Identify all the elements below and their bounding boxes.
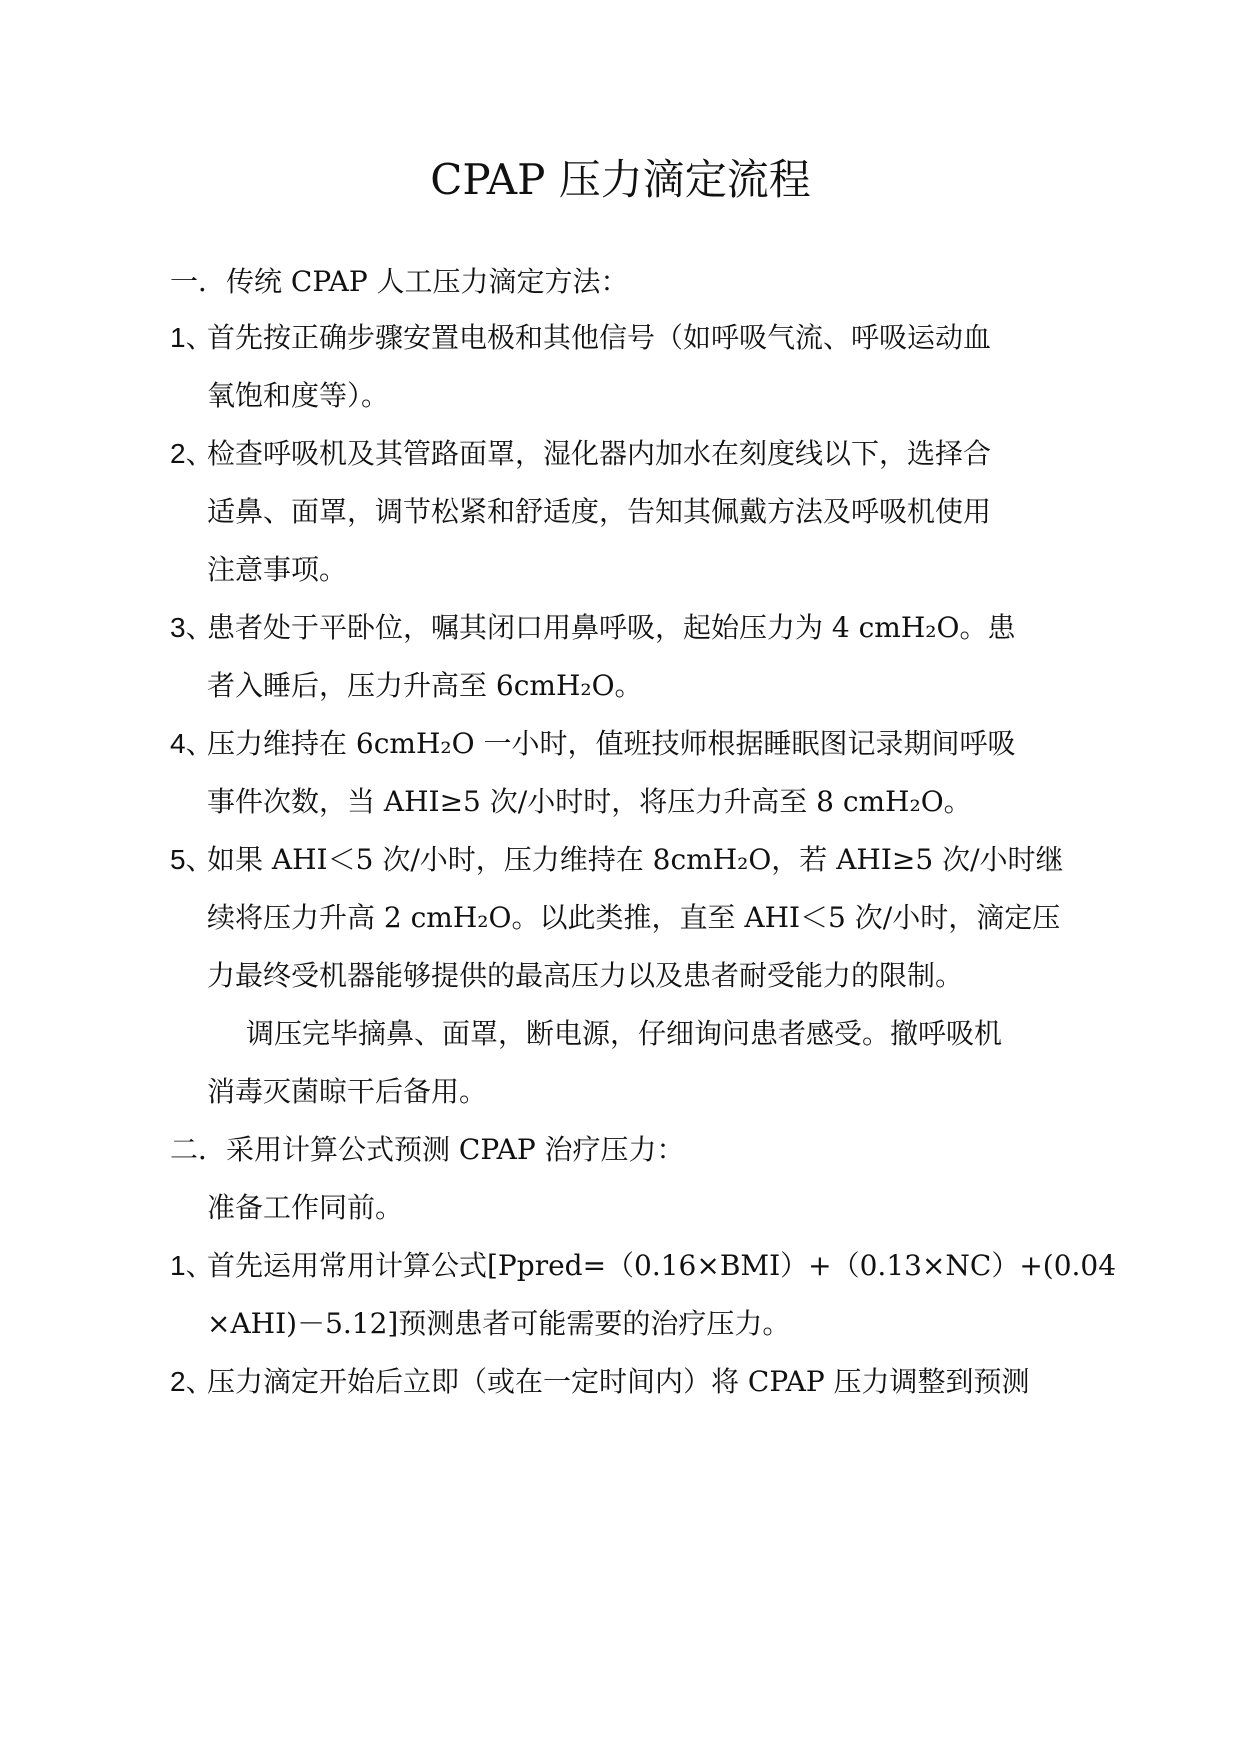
item-text-line: 适鼻、面罩，调节松紧和舒适度，告知其佩戴方法及呼吸机使用 [207,495,992,528]
closing-text-line: 消毒灭菌晾干后备用。 [207,1075,488,1108]
item-text-line: 首先运用常用计算公式[Ppred=（0.16×BMI）+（0.13×NC）+(0.04 [207,1249,1117,1282]
item-number: 2、 [170,438,214,469]
item-text-line: 注意事项。 [207,553,348,586]
item-number: 5、 [170,844,214,875]
item-text-line: 如果 AHI＜5 次/小时，压力维持在 8cmH₂O，若 AHI≥5 次/小时继 [207,843,1064,876]
item-text-line: 力最终受机器能够提供的最高压力以及患者耐受能力的限制。 [207,959,964,992]
item-number: 1、 [170,322,214,353]
item-number: 3、 [170,612,214,643]
item-text-line: 续将压力升高 2 cmH₂O。以此类推，直至 AHI＜5 次/小时，滴定压 [207,901,1061,934]
section-heading-1: 一．传统 CPAP 人工压力滴定方法： [170,265,629,298]
item-text-line: ×AHI)－5.12]预测患者可能需要的治疗压力。 [207,1307,791,1340]
item-text-line: 患者处于平卧位，嘱其闭口用鼻呼吸，起始压力为 4 cmH₂O。患 [207,611,1016,644]
item-number: 4、 [170,728,214,759]
item-text-line: 事件次数，当 AHI≥5 次/小时时，将压力升高至 8 cmH₂O。 [207,785,972,818]
item-text-line: 氧饱和度等）。 [207,379,390,412]
item-text-line: 者入睡后，压力升高至 6cmH₂O。 [207,669,643,702]
item-number: 1、 [170,1250,214,1281]
item-text-line: 压力滴定开始后立即（或在一定时间内）将 CPAP 压力调整到预测 [207,1365,1030,1398]
item-text-line: 压力维持在 6cmH₂O 一小时，值班技师根据睡眠图记录期间呼吸 [207,727,1016,760]
item-text-line: 首先按正确步骤安置电极和其他信号（如呼吸气流、呼吸运动血 [207,321,992,354]
closing-text-line: 调压完毕摘鼻、面罩，断电源，仔细询问患者感受。撤呼吸机 [246,1017,1003,1050]
item-text-line: 检查呼吸机及其管路面罩，湿化器内加水在刻度线以下，选择合 [207,437,992,470]
item-number: 2、 [170,1366,214,1397]
page-title: CPAP 压力滴定流程 [430,155,811,204]
section-heading-2: 二．采用计算公式预测 CPAP 治疗压力： [170,1133,685,1166]
section-intro: 准备工作同前。 [207,1191,404,1224]
